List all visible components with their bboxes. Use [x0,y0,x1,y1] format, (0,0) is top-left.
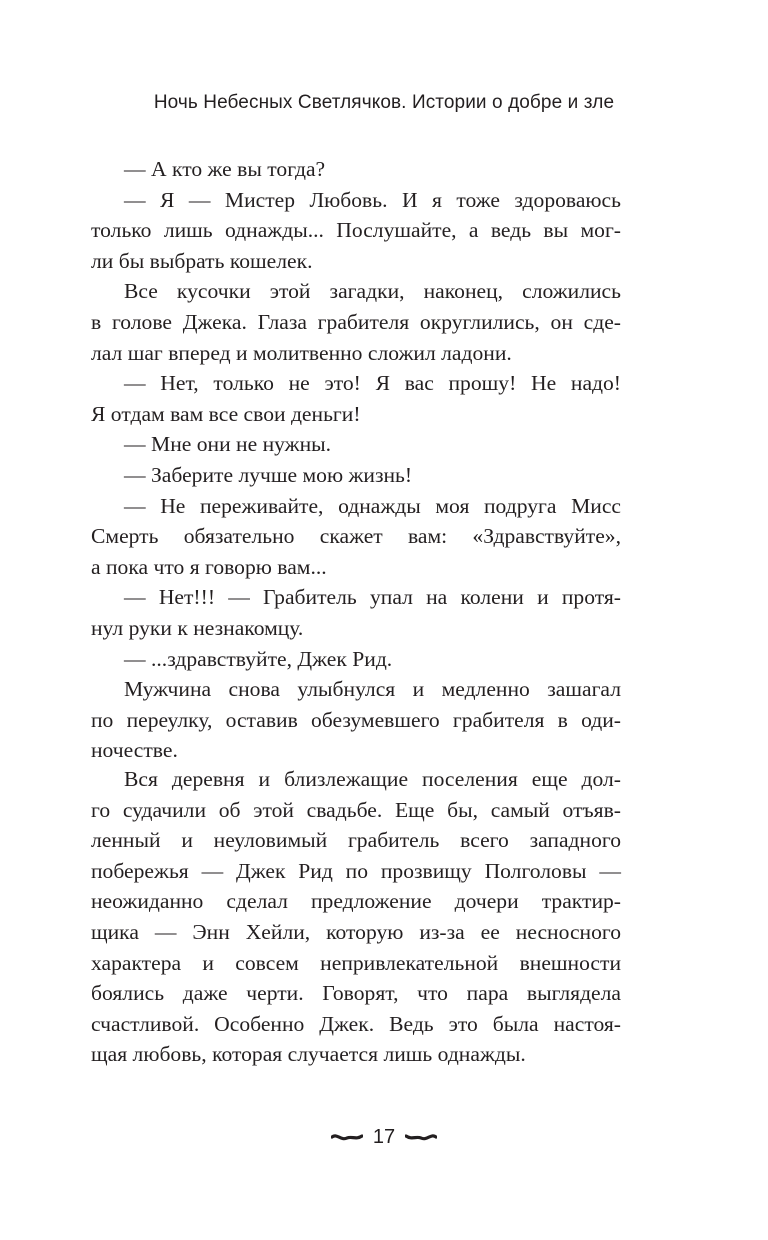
text-line: характера и совсем непривлекательной внешности [91,950,621,975]
text-line: лал шаг вперед и молитвенно сложил ладони. [91,340,512,365]
text-line: го судачили об этой свадьбе. Еще бы, самый отъяв- [91,797,621,822]
text-line: — Мне они не нужны. [124,432,332,457]
text-line: боялись даже черти. Говорят, что пара выглядела [91,981,621,1006]
text-line: — А кто же вы тогда? [124,157,326,181]
text-line: Мужчина снова улыбнулся и медленно зашагал [124,677,621,702]
text-line: — Нет!!! — Грабитель упал на колени и протя- [124,585,621,610]
text-line: побережья — Джек Рид по прозвищу Полголовы — [91,858,621,883]
text-line: только лишь однажды... Послушайте, а ведь вы мог- [91,218,621,243]
text-line: ленный и неуловимый грабитель всего западного [91,828,621,853]
text-line: ночестве. [91,738,178,763]
text-line: — ...здравствуйте, Джек Рид. [124,646,393,671]
text-line: Смерть обязательно скажет вам: «Здравствуйте», [91,524,621,549]
text-line: счастливой. Особенно Джек. Ведь это была настоя- [91,1011,621,1036]
text-line: в голове Джека. Глаза грабителя округлились, он сде- [91,309,621,334]
page-number: 17 [372,1126,396,1148]
running-head: Ночь Небесных Светлячков. Истории о добре и зле [153,92,615,113]
text-line: — Заберите лучше мою жизнь! [124,462,413,487]
text-line: — Я — Мистер Любовь. И я тоже здороваюсь [124,187,621,212]
section-1 [91,154,621,766]
text-line: Вся деревня и близлежащие поселения еще дол- [124,767,621,791]
text-line: Я отдам вам все свои деньги! [91,401,361,426]
text-line: Все кусочки этой загадки, наконец, сложились [124,279,621,304]
left-swash-icon [331,1131,363,1145]
text-line: нул руки к незнакомцу. [91,615,304,640]
text-line: а пока что я говорю вам... [91,554,327,579]
right-swash-icon [405,1131,437,1145]
text-line: — Нет, только не это! Я вас прошу! Не надо! [124,371,621,396]
text-line: — Не переживайте, однажды моя подруга Мисс [124,493,621,518]
text-line: щая любовь, которая случается лишь однажды. [91,1042,526,1067]
page-footer [0,1126,768,1149]
section-2 [91,764,621,1070]
text-line: неожиданно сделал предложение дочери трактир- [91,889,621,914]
text-line: ли бы выбрать кошелек. [91,248,313,273]
text-line: щика — Энн Хейли, которую из-за ее несносного [91,919,621,944]
text-line: по переулку, оставив обезумевшего грабителя в оди- [91,707,621,732]
